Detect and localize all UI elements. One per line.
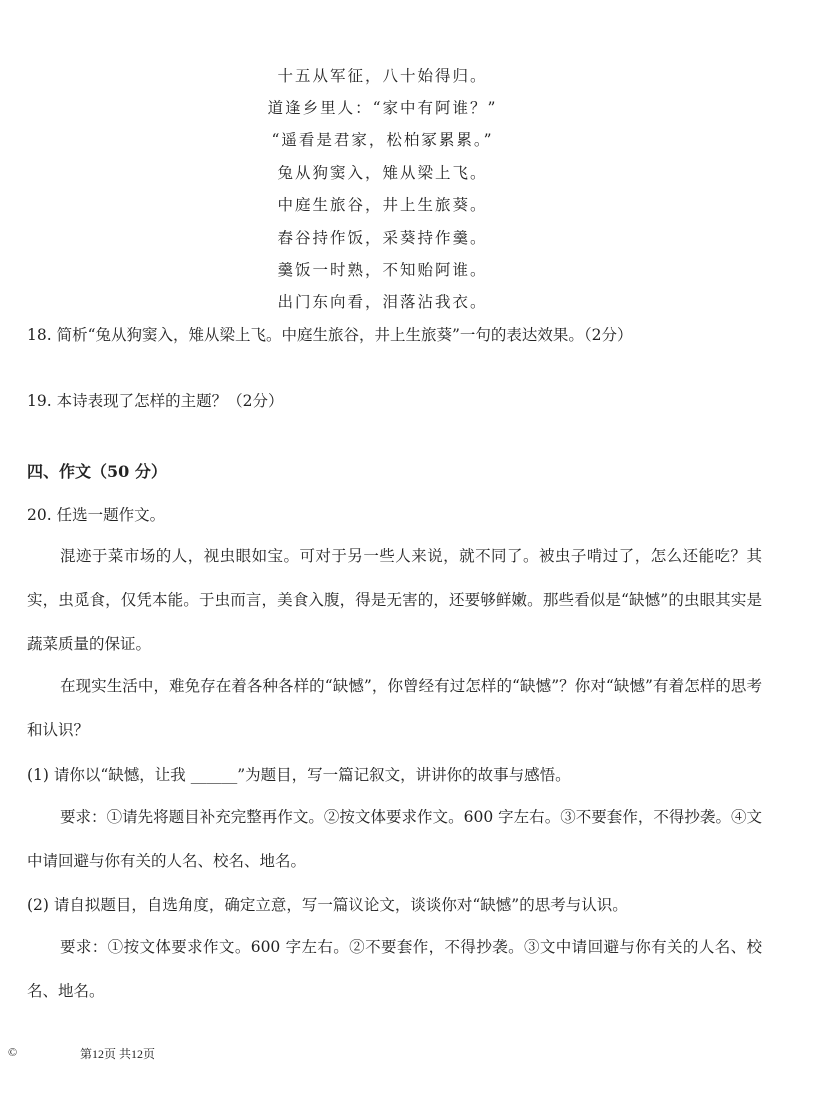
poem-line: 出门东向看，泪落沾我衣。 xyxy=(277,293,488,311)
requirement-2: 要求：①按文体要求作文。600 字左右。②不要套作，不得抄袭。③文中请回避与你有关的人名、校名、地名。 xyxy=(27,938,762,1000)
prompt-paragraph-1: 混迹于菜市场的人，视虫眼如宝。可对于另一些人来说，就不同了。被虫子啃过了，怎么还能吃？其实，虫觅食，仅凭本能。于虫而言，美食入腹，得是无害的，还要够鲜嫩。那些看似是“缺憾”的虫眼其实是蔬菜质量的保证。 xyxy=(27,547,762,653)
option-2: (2) 请自拟题目，自选角度，确定立意，写一篇议论文，谈谈你对“缺憾”的思考与认识。 xyxy=(27,896,628,914)
copyright-mark: © xyxy=(8,1045,18,1059)
poem-line: “遥看是君家，松柏冢累累。” xyxy=(271,131,494,149)
section-heading: 四、作文（50 分） xyxy=(27,462,167,481)
question-20: 20. 任选一题作文。 xyxy=(27,506,166,524)
option-1: (1) 请你以“缺憾，让我 ______”为题目，写一篇记叙文，讲讲你的故事与感悟。 xyxy=(27,766,571,784)
poem-line: 兔从狗窦入，雉从梁上飞。 xyxy=(277,164,488,182)
prompt-paragraph-2: 在现实生活中，难免存在着各种各样的“缺憾”，你曾经有过怎样的“缺憾”？你对“缺憾”有着怎样的思考和认识？ xyxy=(27,677,762,739)
requirement-1: 要求：①请先将题目补充完整再作文。②按文体要求作文。600 字左右。③不要套作，不得抄袭。④文中请回避与你有关的人名、校名、地名。 xyxy=(27,808,762,870)
question-18: 18. 简析“兔从狗窦入，雉从梁上飞。中庭生旅谷，井上生旅葵”一句的表达效果。（2分） xyxy=(27,326,633,344)
poem-line: 舂谷持作饭，采葵持作羹。 xyxy=(277,229,488,247)
question-19: 19. 本诗表现了怎样的主题？（2分） xyxy=(27,392,284,410)
poem-line: 十五从军征，八十始得归。 xyxy=(277,67,488,85)
page-number: 第12页 共12页 xyxy=(80,1047,156,1061)
poem-line: 中庭生旅谷，井上生旅葵。 xyxy=(277,196,488,214)
poem-line: 羹饭一时熟，不知贻阿谁。 xyxy=(277,261,488,279)
poem-line: 道逢乡里人：“家中有阿谁？” xyxy=(267,99,498,117)
